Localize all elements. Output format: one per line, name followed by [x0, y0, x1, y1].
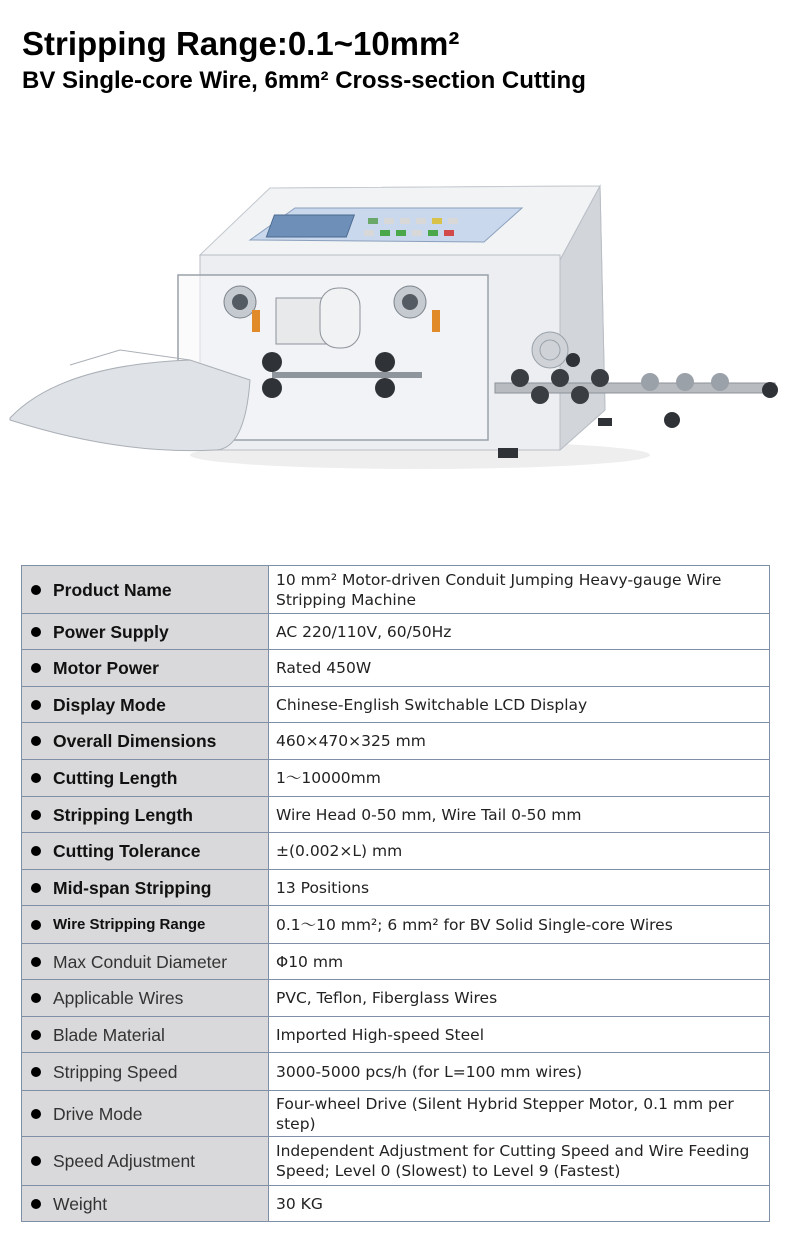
bullet-icon — [31, 920, 41, 930]
spec-label: Cutting Tolerance — [53, 841, 201, 861]
bullet-icon — [31, 627, 41, 637]
spec-value: 460×470×325 mm — [269, 723, 770, 760]
spec-row — [22, 797, 770, 833]
wire-stripping-machine-image — [0, 150, 790, 530]
spec-label-cell — [22, 566, 269, 614]
spec-value: Φ10 mm — [269, 944, 770, 980]
spec-label: Weight — [53, 1193, 108, 1214]
spec-label-cell — [22, 1091, 269, 1137]
spec-label-cell — [22, 833, 269, 870]
bullet-icon — [31, 663, 41, 673]
spec-row — [22, 980, 770, 1017]
spec-value: AC 220/110V, 60/50Hz — [269, 614, 770, 650]
bullet-icon — [31, 1109, 41, 1119]
spec-label-cell — [22, 944, 269, 980]
spec-value: 10 mm² Motor-driven Conduit Jumping Heavy-gauge Wire Stripping Machine — [269, 566, 770, 614]
spec-value: 13 Positions — [269, 870, 770, 906]
spec-value: PVC, Teflon, Fiberglass Wires — [269, 980, 770, 1017]
bullet-icon — [31, 736, 41, 746]
bullet-icon — [31, 993, 41, 1003]
bullet-icon — [31, 810, 41, 820]
spec-label: Stripping Speed — [53, 1061, 178, 1082]
spec-row — [22, 760, 770, 797]
spec-label: Blade Material — [53, 1024, 165, 1045]
spec-label: Wire Stripping Range — [53, 915, 206, 933]
spec-label-cell — [22, 687, 269, 723]
spec-value: Imported High-speed Steel — [269, 1017, 770, 1053]
spec-row — [22, 870, 770, 906]
spec-label-cell — [22, 1137, 269, 1186]
spec-value: Wire Head 0-50 mm, Wire Tail 0-50 mm — [269, 797, 770, 833]
bullet-icon — [31, 700, 41, 710]
spec-value: Independent Adjustment for Cutting Speed and Wire Feeding Speed; Level 0 (Slowest) to Level 9 (Fastest) — [269, 1137, 770, 1186]
spec-label: Cutting Length — [53, 768, 178, 788]
page-subtitle: BV Single-core Wire, 6mm² Cross-section Cutting — [22, 67, 586, 94]
spec-label: Stripping Length — [53, 804, 193, 825]
spec-table — [21, 565, 770, 1222]
spec-value: Four-wheel Drive (Silent Hybrid Stepper Motor, 0.1 mm per step) — [269, 1091, 770, 1137]
page-title: Stripping Range:0.1~10mm² — [22, 25, 460, 62]
spec-label-cell — [22, 797, 269, 833]
bullet-icon — [31, 883, 41, 893]
bullet-icon — [31, 957, 41, 967]
spec-row — [22, 566, 770, 614]
spec-label-cell — [22, 650, 269, 687]
spec-row — [22, 650, 770, 687]
spec-value: ±(0.002×L) mm — [269, 833, 770, 870]
spec-label-cell — [22, 1053, 269, 1091]
spec-label: Max Conduit Diameter — [53, 951, 228, 972]
spec-value: 30 KG — [269, 1186, 770, 1222]
spec-value: 0.1～10 mm²; 6 mm² for BV Solid Single-core Wires — [269, 906, 770, 944]
bullet-icon — [31, 1156, 41, 1166]
bullet-icon — [31, 1030, 41, 1040]
spec-label: Motor Power — [53, 658, 159, 678]
spec-value: Rated 450W — [269, 650, 770, 687]
bullet-icon — [31, 585, 41, 595]
spec-label-cell — [22, 723, 269, 760]
spec-row — [22, 1053, 770, 1091]
spec-label-cell — [22, 980, 269, 1017]
spec-label: Speed Adjustment — [53, 1151, 196, 1171]
spec-row — [22, 1137, 770, 1186]
spec-label-cell — [22, 1017, 269, 1053]
spec-label: Mid-span Stripping — [53, 877, 212, 898]
spec-value: 1～10000mm — [269, 760, 770, 797]
spec-label: Display Mode — [53, 694, 166, 715]
spec-row — [22, 1091, 770, 1137]
spec-label: Power Supply — [53, 621, 169, 642]
spec-label: Product Name — [53, 579, 172, 600]
spec-label: Drive Mode — [53, 1103, 143, 1124]
spec-value: 3000-5000 pcs/h (for L=100 mm wires) — [269, 1053, 770, 1091]
spec-row — [22, 1186, 770, 1222]
spec-label: Applicable Wires — [53, 988, 184, 1008]
spec-row — [22, 1017, 770, 1053]
spec-row — [22, 833, 770, 870]
spec-label-cell — [22, 906, 269, 944]
spec-row — [22, 906, 770, 944]
spec-label: Overall Dimensions — [53, 731, 217, 751]
spec-row — [22, 687, 770, 723]
bullet-icon — [31, 1199, 41, 1209]
spec-label-cell — [22, 760, 269, 797]
spec-row — [22, 614, 770, 650]
spec-value: Chinese-English Switchable LCD Display — [269, 687, 770, 723]
bullet-icon — [31, 846, 41, 856]
spec-label-cell — [22, 1186, 269, 1222]
spec-row — [22, 723, 770, 760]
bullet-icon — [31, 1067, 41, 1077]
spec-label-cell — [22, 870, 269, 906]
spec-row — [22, 944, 770, 980]
bullet-icon — [31, 773, 41, 783]
spec-label-cell — [22, 614, 269, 650]
